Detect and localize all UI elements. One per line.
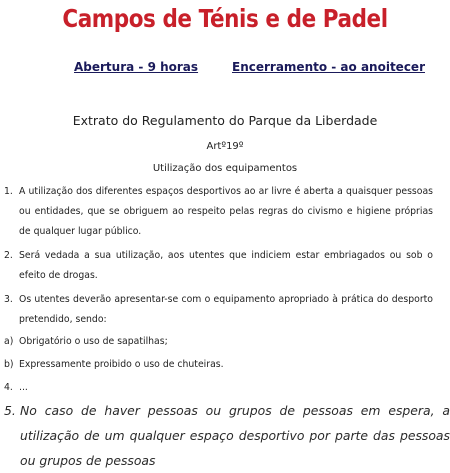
- clause-number: 1.: [4, 186, 13, 197]
- document-subtitle: Extrato do Regulamento do Parque da Liberdade: [72, 113, 378, 128]
- clause-number: b): [4, 359, 14, 370]
- opening-hours: [0, 60, 450, 78]
- clause-text: Os utentes deverão apresentar-se com o equipamento apropriado à prática do desporto pretendido, sendo:: [19, 294, 433, 325]
- page-title: Campos de Ténis e de Padel: [62, 4, 388, 33]
- clause-text: ...: [19, 382, 28, 393]
- opening-time: Abertura - 9 horas: [74, 60, 199, 74]
- clause-text: No caso de haver pessoas ou grupos de pessoas em espera, a utilização de um qualquer espaço desportivo por parte das pessoas ou grupos de pessoas: [20, 403, 450, 468]
- closing-time: Encerramento - ao anoitecer: [232, 60, 425, 74]
- section-title: Utilização dos equipamentos: [152, 163, 298, 174]
- clause-text: A utilização dos diferentes espaços desportivos ao ar livre é aberta a quaisquer pessoas ou entidades, que se obriguem ao respeito pelas regras do civismo e higiene próprias de qualquer lugar público.: [19, 186, 433, 237]
- clause-text: Obrigatório o uso de sapatilhas;: [19, 336, 168, 347]
- clause-number: 3.: [4, 294, 13, 305]
- clause-number: a): [4, 336, 14, 347]
- article-number: Artº19º: [206, 141, 244, 152]
- clause-text: Expressamente proibido o uso de chuteiras.: [19, 359, 224, 370]
- clause-number: 2.: [4, 250, 13, 261]
- clause-number: 5.: [4, 403, 16, 418]
- clause-text: Será vedada a sua utilização, aos utentes que indiciem estar embriagados ou sob o efeito de drogas.: [19, 250, 433, 281]
- clause-number: 4.: [4, 382, 13, 393]
